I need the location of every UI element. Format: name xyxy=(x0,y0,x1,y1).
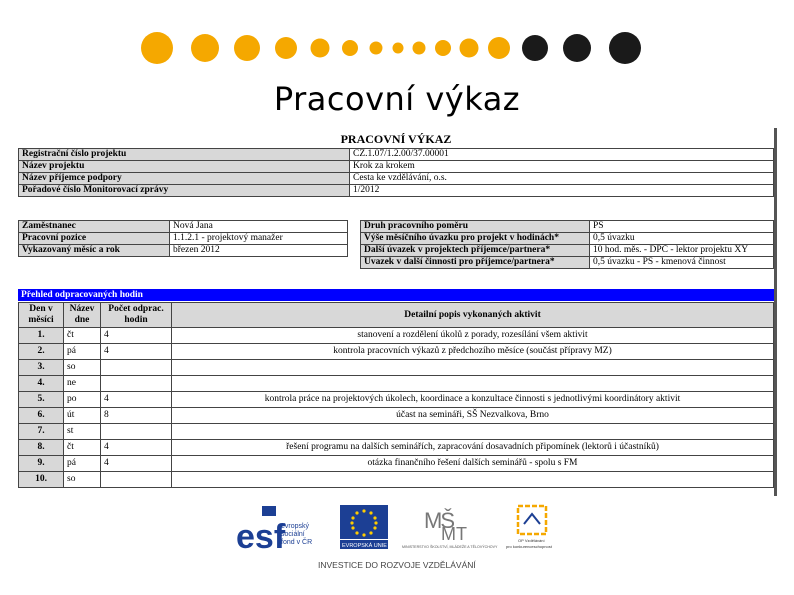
dot xyxy=(522,35,548,61)
table-row: 1. čt 4 stanovení a rozdělení úkolů z porady, rozesílání všem aktivit xyxy=(19,328,774,344)
dot xyxy=(393,43,404,54)
dot xyxy=(488,37,510,59)
esf-text-3: fond v ČR xyxy=(281,539,313,546)
col-hours: Počet odprac. hodin xyxy=(101,303,172,328)
table-row: Další úvazek v projektech příjemce/partnera* 10 hod. měs. - DPČ - lektor projektu XY xyxy=(361,245,774,257)
table-row: 2. pá 4 kontrola pracovních výkazů z předchozího měsíce (součást přípravy MZ) xyxy=(19,344,774,360)
table-row: Název příjemce podpory Cesta ke vzdělávání, o.s. xyxy=(19,173,774,185)
footer-tagline: INVESTICE DO ROZVOJE VZDĚLÁVÁNÍ xyxy=(318,560,476,570)
esf-text-1: evropský xyxy=(281,523,310,530)
table-header-row xyxy=(19,303,774,328)
dot xyxy=(370,42,383,55)
msmt-text: MINISTERSTVO ŠKOLSTVÍ, MLÁDEŽE A TĚLOVÝCHOVY xyxy=(402,545,498,549)
table-row: Výše měsíčního úvazku pro projekt v hodinách* 0,5 úvazku xyxy=(361,233,774,245)
hours-table xyxy=(18,302,774,488)
table-row: Název projektu Krok za krokem xyxy=(19,161,774,173)
col-day-name: Název dne xyxy=(64,303,101,328)
table-row: Pracovní pozice 1.1.2.1 - projektový manažer xyxy=(19,233,348,245)
dot xyxy=(191,34,219,62)
slide-title: Pracovní výkaz xyxy=(273,80,521,118)
dot xyxy=(609,32,641,64)
eu-text: EVROPSKÁ UNIE xyxy=(342,543,387,549)
svg-text:MT: MT xyxy=(441,524,467,544)
op-logo xyxy=(506,506,553,549)
table-row: 5. po 4 kontrola práce na projektových úkolech, koordinace a konzultace činnosti s jednotlivými koordinátory aktivit xyxy=(19,392,774,408)
contract-table xyxy=(360,220,774,269)
dot xyxy=(342,40,358,56)
dot xyxy=(275,37,297,59)
eu-logo xyxy=(340,505,388,549)
dot xyxy=(141,32,173,64)
table-row: 3. so xyxy=(19,360,774,376)
dot xyxy=(234,35,260,61)
table-row: Pořadové číslo Monitorovací zprávy 1/2012 xyxy=(19,185,774,197)
esf-text-2: sociální xyxy=(281,531,305,538)
table-row: Vykazovaný měsíc a rok březen 2012 xyxy=(19,245,348,257)
funding-logos xyxy=(236,500,576,575)
table-row: 4. ne xyxy=(19,376,774,392)
hours-section-header: Přehled odpracovaných hodin xyxy=(18,289,774,301)
table-row: Zaměstnanec Nová Jana xyxy=(19,221,348,233)
work-report-sheet xyxy=(18,128,777,496)
table-row: 10. so xyxy=(19,472,774,488)
table-row: Druh pracovního poměru PS xyxy=(361,221,774,233)
col-desc: Detailní popis vykonaných aktivit xyxy=(172,303,774,328)
table-row: 6. út 8 účast na semináři, SŠ Nezvalkova, Brno xyxy=(19,408,774,424)
table-row: 8. čt 4 řešení programu na dalších seminářích, zapracování dosavadních připomínek (lektorů i účastníků) xyxy=(19,440,774,456)
dot xyxy=(311,39,330,58)
table-row: 7. st xyxy=(19,424,774,440)
op-text-1: OP Vzdělávání xyxy=(518,538,545,543)
table-row: Úvazek v další činnosti pro příjemce/partnera* 0,5 úvazku - PS - kmenová činnost xyxy=(361,257,774,269)
dot xyxy=(563,34,591,62)
sheet-title: PRACOVNÍ VÝKAZ xyxy=(340,132,452,146)
msmt-logo xyxy=(402,508,498,549)
dot xyxy=(460,39,479,58)
project-info-table xyxy=(18,148,774,197)
dot xyxy=(413,42,426,55)
dot xyxy=(435,40,451,56)
table-row: 9. pá 4 otázka finančního řešení dalších seminářů - spolu s FM xyxy=(19,456,774,472)
esf-logo xyxy=(236,505,312,556)
employee-table xyxy=(18,220,348,257)
op-text-2: pro konkurenceschopnost xyxy=(506,544,552,549)
svg-text:esf: esf xyxy=(236,518,286,556)
col-day-no: Den v měsíci xyxy=(19,303,64,328)
decorative-dots xyxy=(140,30,660,70)
svg-text:MŠ: MŠ xyxy=(424,508,453,533)
table-row: Registrační číslo projektu CZ.1.07/1.2.00/37.00001 xyxy=(19,149,774,161)
